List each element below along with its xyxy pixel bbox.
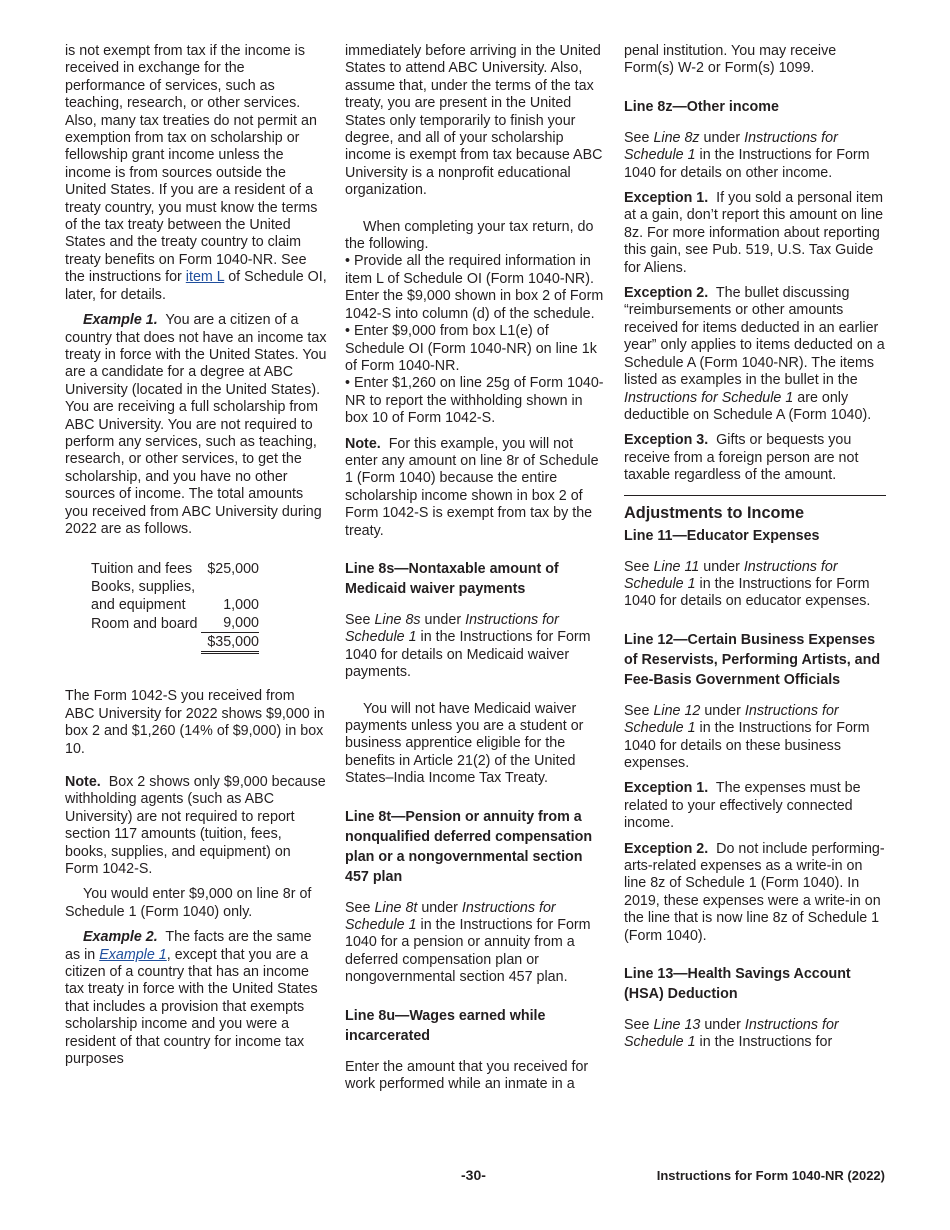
column-middle [345,43,607,1101]
note-example: Note. For this example, you will not enter any amount on line 8r of Schedule 1 (Form 1040) because the entire scholarship income shown in box 2 of Form 1042-S is exempt from tax by the treaty. [345,435,599,539]
section-divider [624,495,886,496]
paragraph-treaty-intro: is not exempt from tax if the income is received in exchange for the performance of services, such as teaching, research, or other services. Also, many tax treaties do not permit an exemption from tax on scholarship or fellowship grant income unless the income is from sources outside the United States. If you are a resident of a treaty country, you must know the terms of the tax treaty between the United States and the treaty country to claim treaty benefits on Form 1040-NR. See the instructions for item L of Schedule OI, later, for details. [65,43,327,303]
paragraph-line-11: See Line 11 under Instructions for Schedule 1 in the Instructions for Form 1040 for details on educator expenses. [624,558,871,610]
table-row: Room and board 9,000 [91,615,259,632]
paragraph-line-8s: See Line 8s under Instructions for Schedule 1 in the Instructions for Form 1040 for details on Medicaid waiver payments. [345,611,591,681]
heading-line-8u: Line 8u—Wages earned while incarcerated [345,1007,546,1044]
list-item: • Enter $9,000 from box L1(e) of Schedule OI (Form 1040-NR) on line 1k of Form 1040-NR. [345,323,597,374]
item-l-link[interactable]: item L [185,269,225,286]
heading-line-13: Line 13—Health Savings Account (HSA) Deduction [624,966,851,1003]
exception-2-8z: Exception 2. The bullet discussing “reimbursements or other amounts received for items deducted in an earlier year” only applies to items deducted on a Schedule A (Form 1040-NR). The items listed as examples in the bullet in the Instructions for Schedule 1 are only deductible on Schedule A (Form 1040). [624,285,885,423]
exception-3-8z: Exception 3. Gifts or bequests you receive from a foreign person are not taxable regardless of the amount. [624,432,859,484]
paragraph-line-13: See Line 13 under Instructions for Schedule 1 in the Instructions for [624,1017,839,1051]
heading-adjustments: Adjustments to Income [624,503,805,522]
footer-form-title: Instructions for Form 1040-NR (2022) [656,1168,885,1183]
exception-1-8z: Exception 1. If you sold a personal item at a gain, don’t report this amount on line 8z. For more information about reporting this gain, see Pub. 519, U.S. Tax Guide for Aliens. [624,190,884,276]
heading-line-8t: Line 8t—Pension or annuity from a nonqualified deferred compensation plan or a nongovernmental section 457 plan [345,808,593,885]
paragraph-line-12: See Line 12 under Instructions for Schedule 1 in the Instructions for Form 1040 for details on these business expenses. [624,702,870,771]
scholarship-amounts-table [91,560,259,654]
paragraph-medicaid: You will not have Medicaid waiver payments unless you are a student or business apprentice eligible for the benefits in Article 21(2) of the United States–India Income Tax Treaty. [345,700,584,787]
exception-1-line-12: Exception 1. The expenses must be related to your effectively connected income. [624,780,861,832]
heading-line-8z: Line 8z—Other income [624,98,779,115]
paragraph-form-1042s: The Form 1042-S you received from ABC University for 2022 shows $9,000 in box 2 and $1,260 (14% of $9,000) in box 10. [65,688,325,757]
list-item: • Provide all the required information in item L of Schedule OI (Form 1040-NR). Enter the $9,000 shown in box 2 of Form 1042-S into column (d) of the schedule. [345,253,604,322]
table-row: Books, supplies, and equipment 1,000 [91,579,259,614]
heading-line-11: Line 11—Educator Expenses [624,527,820,544]
exception-2-line-12: Exception 2. Do not include performing-arts-related expenses as a write-in on line 8z of Schedule 1 (Form 1040). In 2019, these expenses were a write-in on the line that is now line 8z of Schedule 1 (Form 1040). [624,840,885,944]
note-box2: Note. Box 2 shows only $9,000 because withholding agents (such as ABC University) are not required to report section 117 amounts (tuition, fees, books, supplies, and equipment) on Form 1042-S. [65,774,326,878]
paragraph-example-2-cont: immediately before arriving in the United States to attend ABC University. Also, assume that, under the terms of the tax treaty, you are present in the United States only temporarily to finish your degree, and all of your scholarship income is exempt from tax because ABC University is a nonprofit educational organization. [345,43,603,199]
table-row: Tuition and fees $25,000 [91,561,259,578]
paragraph-line-8t: See Line 8t under Instructions for Schedule 1 in the Instructions for Form 1040 for a pension or annuity from a deferred compensation plan or nongovernmental section 457 plan. [345,899,591,986]
example-1-link[interactable]: Example 1 [99,946,167,963]
example-2: Example 2. The facts are the same as in Example 1, except that you are a citizen of a country that has an income tax treaty in force with the United States that includes a provision that exempts scholarship income and you were a resident of that country for income tax purposes [65,929,318,1068]
page-number: -30- [461,1167,486,1183]
table-total-row: $35,000 [91,633,259,653]
paragraph-line-8u: Enter the amount that you received for work performed while an inmate in a [345,1058,589,1093]
list-item: • Enter $1,260 on line 25g of Form 1040-NR to report the withholding shown in box 10 of Form 1042-S. [345,375,604,427]
paragraph-line-8z: See Line 8z under Instructions for Schedule 1 in the Instructions for Form 1040 for details on other income. [624,129,870,181]
paragraph-completing-return: When completing your tax return, do the following. [345,218,594,253]
heading-line-12: Line 12—Certain Business Expenses of Reservists, Performing Artists, and Fee-Basis Government Officials [624,631,881,688]
paragraph-penal: penal institution. You may receive Form(s) W-2 or Form(s) 1099. [624,43,837,77]
paragraph-line-8r: You would enter $9,000 on line 8r of Schedule 1 (Form 1040) only. [65,886,312,920]
heading-line-8s: Line 8s—Nontaxable amount of Medicaid waiver payments [345,560,559,597]
column-left [65,43,327,1077]
example-1: Example 1. You are a citizen of a country that does not have an income tax treaty in force with the United States. You are a candidate for a degree at ABC University (located in the United States). You are receiving a full scholarship from ABC University. You are not required to perform any services, such as teaching, research, or other services, to get the scholarship, and you have no other sources of income. The total amounts you received from ABC University during 2022 are as follows. [65,312,327,537]
column-right [624,43,886,1060]
